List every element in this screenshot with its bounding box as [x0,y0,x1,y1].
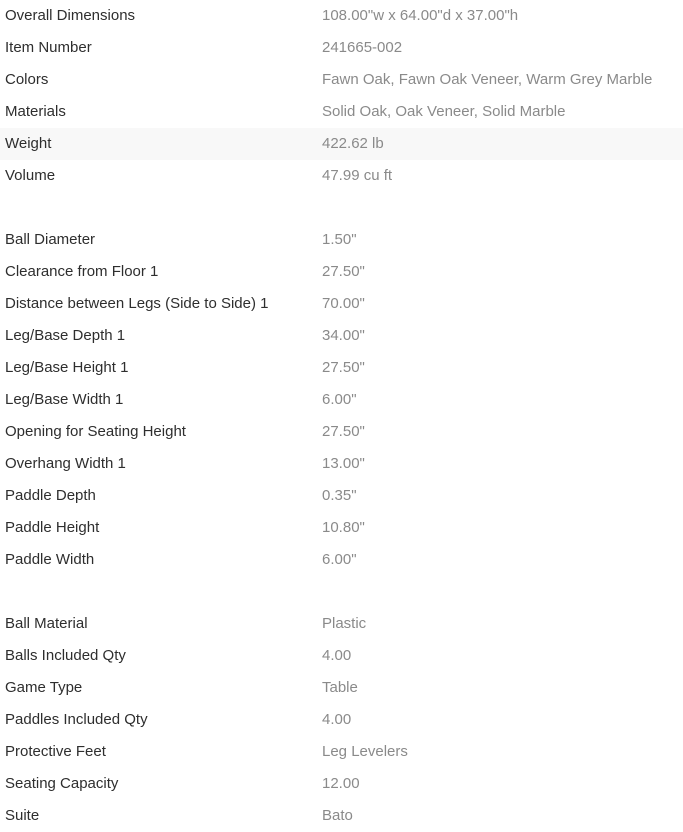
spec-value: 13.00" [322,455,365,472]
spec-row-overall-dimensions [0,0,683,32]
spec-value: 47.99 cu ft [322,167,393,184]
spec-row-materials [0,96,683,128]
spec-row-suite [0,800,683,832]
spec-value: 6.00" [322,391,357,408]
spec-value: 4.00 [322,711,352,728]
feature-specs-group [0,608,683,832]
spec-label: Paddle Depth [5,487,96,504]
spec-label: Suite [5,807,40,824]
spec-value: 6.00" [322,551,357,568]
spec-label: Clearance from Floor 1 [5,263,159,280]
spec-label: Distance between Legs (Side to Side) 1 [5,295,269,312]
spec-label: Paddle Width [5,551,95,568]
spec-row-paddle-width [0,544,683,576]
spec-row-protective-feet [0,736,683,768]
spec-label: Balls Included Qty [5,647,126,664]
spec-label: Leg/Base Height 1 [5,359,129,376]
spec-value: 241665-002 [322,39,403,56]
spec-value: 108.00"w x 64.00"d x 37.00"h [322,7,519,24]
spec-value: 27.50" [322,263,365,280]
spec-row-leg-base-height [0,352,683,384]
spec-row-leg-base-depth [0,320,683,352]
spec-value: Leg Levelers [322,743,408,760]
spec-label: Materials [5,103,66,120]
spec-row-paddle-depth [0,480,683,512]
spec-label: Item Number [5,39,92,56]
spec-label: Overall Dimensions [5,7,136,24]
spec-value: 422.62 lb [322,135,384,152]
general-specs-group [0,0,683,192]
spec-value: Table [322,679,358,696]
spec-label: Volume [5,167,56,184]
spec-row-ball-material [0,608,683,640]
spec-value: 27.50" [322,359,365,376]
spec-row-seating-capacity [0,768,683,800]
spec-row-clearance-from-floor [0,256,683,288]
spec-row-game-type [0,672,683,704]
spec-label: Paddles Included Qty [5,711,148,728]
group-spacer [0,576,683,608]
spec-label: Opening for Seating Height [5,423,186,440]
spec-value: 34.00" [322,327,365,344]
spec-label: Protective Feet [5,743,106,760]
spec-row-balls-included-qty [0,640,683,672]
group-spacer [0,192,683,224]
spec-value: 0.35" [322,487,357,504]
spec-value: Fawn Oak, Fawn Oak Veneer, Warm Grey Marble [322,71,653,88]
spec-row-volume [0,160,683,192]
spec-label: Paddle Height [5,519,100,536]
spec-label: Overhang Width 1 [5,455,126,472]
spec-row-paddle-height [0,512,683,544]
spec-label: Colors [5,71,49,88]
spec-label: Ball Material [5,615,88,632]
spec-row-overhang-width [0,448,683,480]
spec-value: Plastic [322,615,367,632]
spec-value: Solid Oak, Oak Veneer, Solid Marble [322,103,566,120]
spec-row-paddles-included-qty [0,704,683,736]
spec-row-distance-between-legs [0,288,683,320]
spec-row-item-number [0,32,683,64]
spec-row-weight [0,128,683,160]
spec-label: Leg/Base Width 1 [5,391,124,408]
spec-label: Game Type [5,679,83,696]
spec-label: Ball Diameter [5,231,96,248]
spec-value: 27.50" [322,423,365,440]
spec-value: 4.00 [322,647,352,664]
spec-label: Weight [5,135,52,152]
spec-label: Leg/Base Depth 1 [5,327,126,344]
spec-row-colors [0,64,683,96]
spec-value: 70.00" [322,295,365,312]
spec-row-ball-diameter [0,224,683,256]
spec-value: 12.00 [322,775,360,792]
spec-value: Bato [322,807,353,824]
dimension-specs-group [0,224,683,576]
spec-row-opening-for-seating-height [0,416,683,448]
spec-value: 10.80" [322,519,365,536]
spec-label: Seating Capacity [5,775,119,792]
spec-value: 1.50" [322,231,357,248]
spec-row-leg-base-width [0,384,683,416]
